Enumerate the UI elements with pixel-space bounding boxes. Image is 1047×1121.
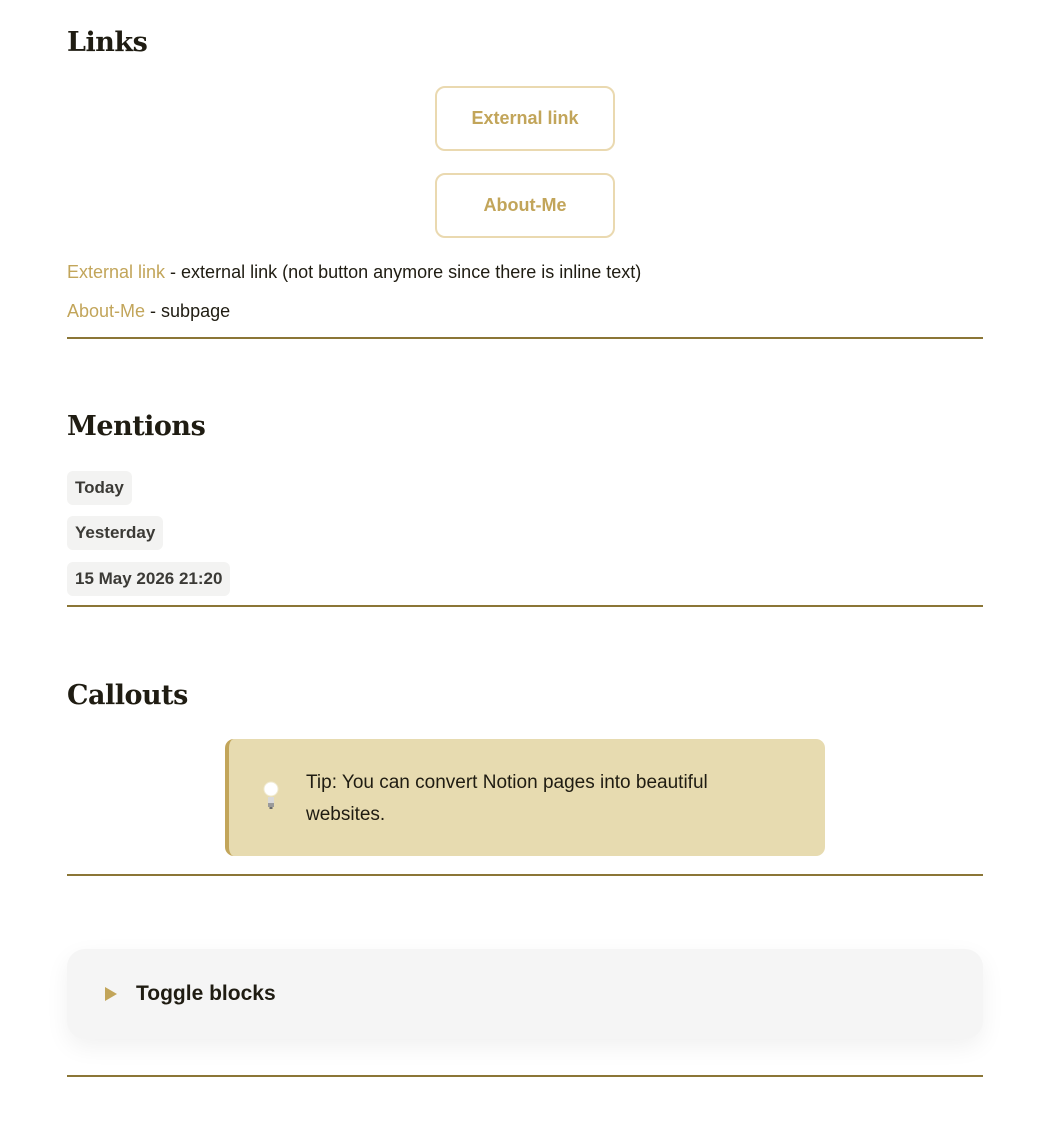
mention-date[interactable] [67,562,230,596]
links-heading: Links [67,27,148,58]
divider-toggle [67,1075,983,1077]
lightbulb-icon [263,780,279,812]
external-link-inline[interactable]: External link [67,262,166,282]
about-me-button[interactable] [435,173,615,238]
about-me-line [67,301,230,322]
divider-mentions [67,605,983,607]
external-link-description: - external link (not button anymore since there is inline text) [165,262,642,282]
callouts-heading: Callouts [67,680,188,711]
mentions-heading: Mentions [67,411,206,442]
about-me-inline[interactable]: About-Me [67,301,146,321]
about-me-description: - subpage [145,301,231,321]
about-me-button-label: About-Me [483,195,567,215]
external-link-line [67,262,641,283]
divider-callouts [67,874,983,876]
external-link-button[interactable] [435,86,615,151]
divider-links [67,337,983,339]
mention-label: 15 May 2026 21:20 [75,569,223,588]
mention-yesterday[interactable] [67,516,163,550]
mention-label: Today [75,478,124,497]
callout-text: Tip: You can convert Notion pages into beautiful websites. [306,772,708,825]
triangle-right-icon[interactable] [105,987,117,1001]
external-link-button-label: External link [471,108,579,128]
mention-label: Yesterday [75,523,156,542]
callout-block [225,739,825,856]
toggle-label: Toggle blocks [136,982,276,1005]
toggle-block[interactable] [67,949,983,1039]
mention-today[interactable] [67,471,132,505]
